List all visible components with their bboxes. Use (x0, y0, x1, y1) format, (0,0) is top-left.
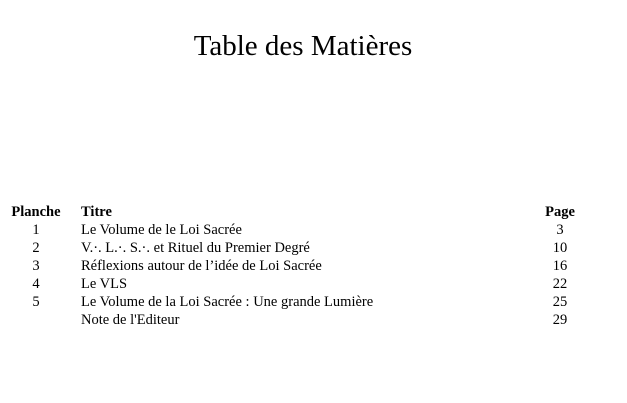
planche-number: 4 (32, 276, 40, 292)
column-spacer (65, 221, 81, 239)
entry-title: Le VLS (81, 276, 128, 292)
planche-number: 2 (32, 240, 40, 256)
page-title: Table des Matières (193, 30, 413, 62)
header-page: Page (545, 204, 575, 220)
column-spacer (65, 203, 81, 221)
table-row (7, 239, 579, 257)
table-row (7, 257, 579, 275)
table-of-contents (7, 203, 579, 329)
table-row (7, 311, 579, 329)
planche-number: 5 (32, 294, 40, 310)
header-titre: Titre (81, 204, 112, 220)
header-row (7, 203, 579, 221)
entry-title: Le Volume de la Loi Sacrée : Une grande Lumière (81, 294, 374, 310)
planche-number: 1 (32, 222, 40, 238)
entry-title: V.·. L.·. S.·. et Rituel du Premier Degré (81, 240, 310, 256)
column-spacer (65, 257, 81, 275)
entry-title: Note de l'Editeur (81, 312, 180, 328)
page-number: 29 (552, 312, 568, 328)
column-spacer (65, 239, 81, 257)
table-row (7, 275, 579, 293)
page-number: 10 (552, 240, 568, 256)
column-spacer (65, 311, 81, 329)
planche-number: 3 (32, 258, 40, 274)
column-spacer (65, 293, 81, 311)
page-number: 16 (552, 258, 568, 274)
page-number: 3 (556, 222, 564, 238)
column-spacer (65, 275, 81, 293)
page-number: 25 (552, 294, 568, 310)
planche-number (7, 311, 65, 329)
table-row (7, 293, 579, 311)
table-row (7, 221, 579, 239)
entry-title: Réflexions autour de l’idée de Loi Sacrée (81, 258, 322, 274)
entry-title: Le Volume de le Loi Sacrée (81, 222, 242, 238)
header-planche: Planche (11, 204, 61, 220)
page-number: 22 (552, 276, 568, 292)
